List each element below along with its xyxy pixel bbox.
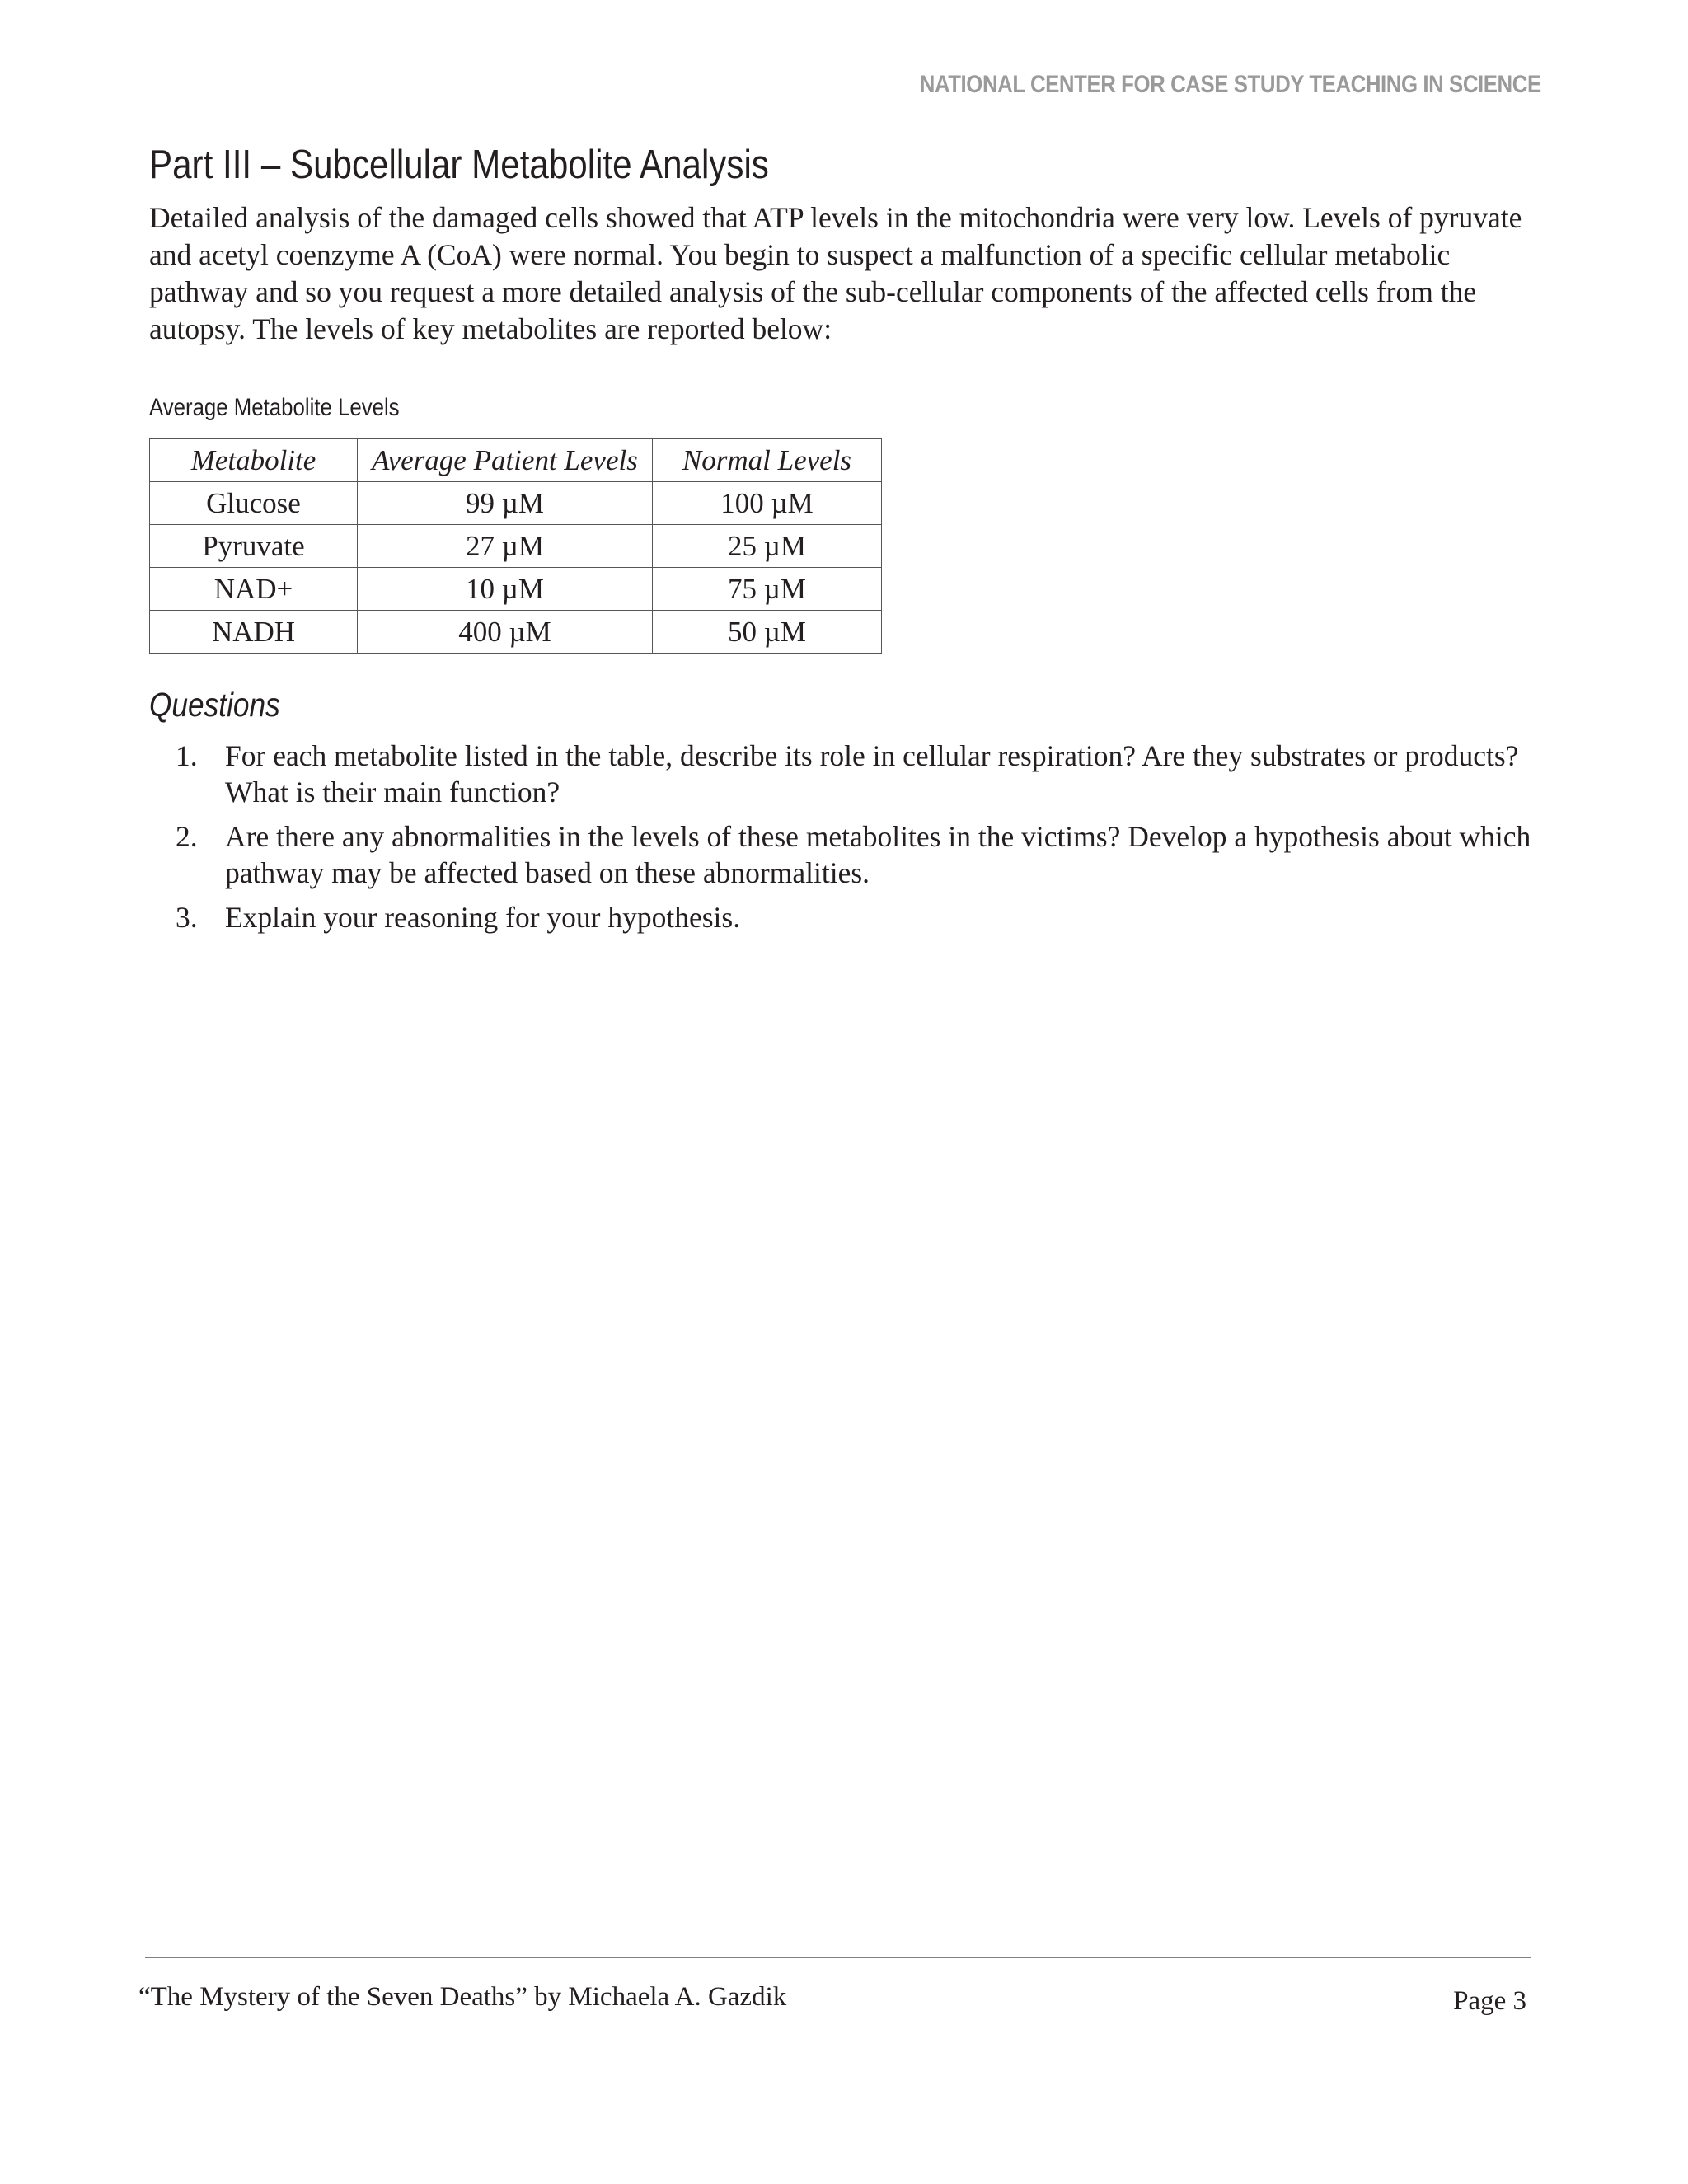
cell-metabolite: NAD+ bbox=[150, 568, 358, 611]
cell-normal-level: 75 µM bbox=[653, 568, 882, 611]
running-header: NATIONAL CENTER FOR CASE STUDY TEACHING IN SCIENCE bbox=[920, 71, 1541, 98]
cell-patient-level: 10 µM bbox=[358, 568, 653, 611]
question-text: Are there any abnormalities in the levels of these metabolites in the victims? Develop a hypothesis about which pathway may be affected based on these abnormalities. bbox=[225, 820, 1531, 889]
question-number: 1. bbox=[176, 739, 198, 772]
column-header-metabolite: Metabolite bbox=[150, 439, 358, 482]
cell-metabolite: Glucose bbox=[150, 482, 358, 525]
question-item bbox=[149, 818, 1550, 891]
footer-citation: “The Mystery of the Seven Deaths” by Michaela A. Gazdik bbox=[138, 1982, 787, 2012]
question-text: For each metabolite listed in the table, describe its role in cellular respiration? Are they substrates or products? What is their main function? bbox=[225, 739, 1519, 808]
intro-paragraph: Detailed analysis of the damaged cells showed that ATP levels in the mitochondria were very low. Levels of pyruvate and acetyl coenzyme A (CoA) were normal. You begin to suspect a malfunction of a specific cellular metabolic pathway and so you request a more detailed analysis of the sub-cellular components of the affected cells from the autopsy. The levels of key metabolites are reported below: bbox=[149, 201, 1522, 345]
questions-list bbox=[149, 738, 1550, 944]
cell-normal-level: 50 µM bbox=[653, 611, 882, 654]
metabolite-table bbox=[149, 438, 882, 654]
table-row bbox=[150, 611, 882, 654]
footer-divider bbox=[145, 1957, 1531, 1958]
column-header-normal-levels: Normal Levels bbox=[653, 439, 882, 482]
cell-normal-level: 25 µM bbox=[653, 525, 882, 568]
column-header-patient-levels: Average Patient Levels bbox=[358, 439, 653, 482]
page-number: Page 3 bbox=[1453, 1986, 1526, 2016]
cell-patient-level: 99 µM bbox=[358, 482, 653, 525]
questions-heading: Questions bbox=[149, 686, 280, 724]
table-row bbox=[150, 482, 882, 525]
question-item bbox=[149, 899, 1550, 935]
question-number: 2. bbox=[176, 820, 198, 853]
cell-metabolite: NADH bbox=[150, 611, 358, 654]
table-row bbox=[150, 525, 882, 568]
question-text: Explain your reasoning for your hypothesis. bbox=[225, 901, 741, 934]
cell-patient-level: 27 µM bbox=[358, 525, 653, 568]
section-title: Part III – Subcellular Metabolite Analysis bbox=[149, 143, 769, 187]
table-caption: Average Metabolite Levels bbox=[149, 394, 400, 421]
question-number: 3. bbox=[176, 901, 198, 934]
table-header-row bbox=[150, 439, 882, 482]
cell-normal-level: 100 µM bbox=[653, 482, 882, 525]
cell-patient-level: 400 µM bbox=[358, 611, 653, 654]
table-row bbox=[150, 568, 882, 611]
cell-metabolite: Pyruvate bbox=[150, 525, 358, 568]
question-item bbox=[149, 738, 1550, 810]
